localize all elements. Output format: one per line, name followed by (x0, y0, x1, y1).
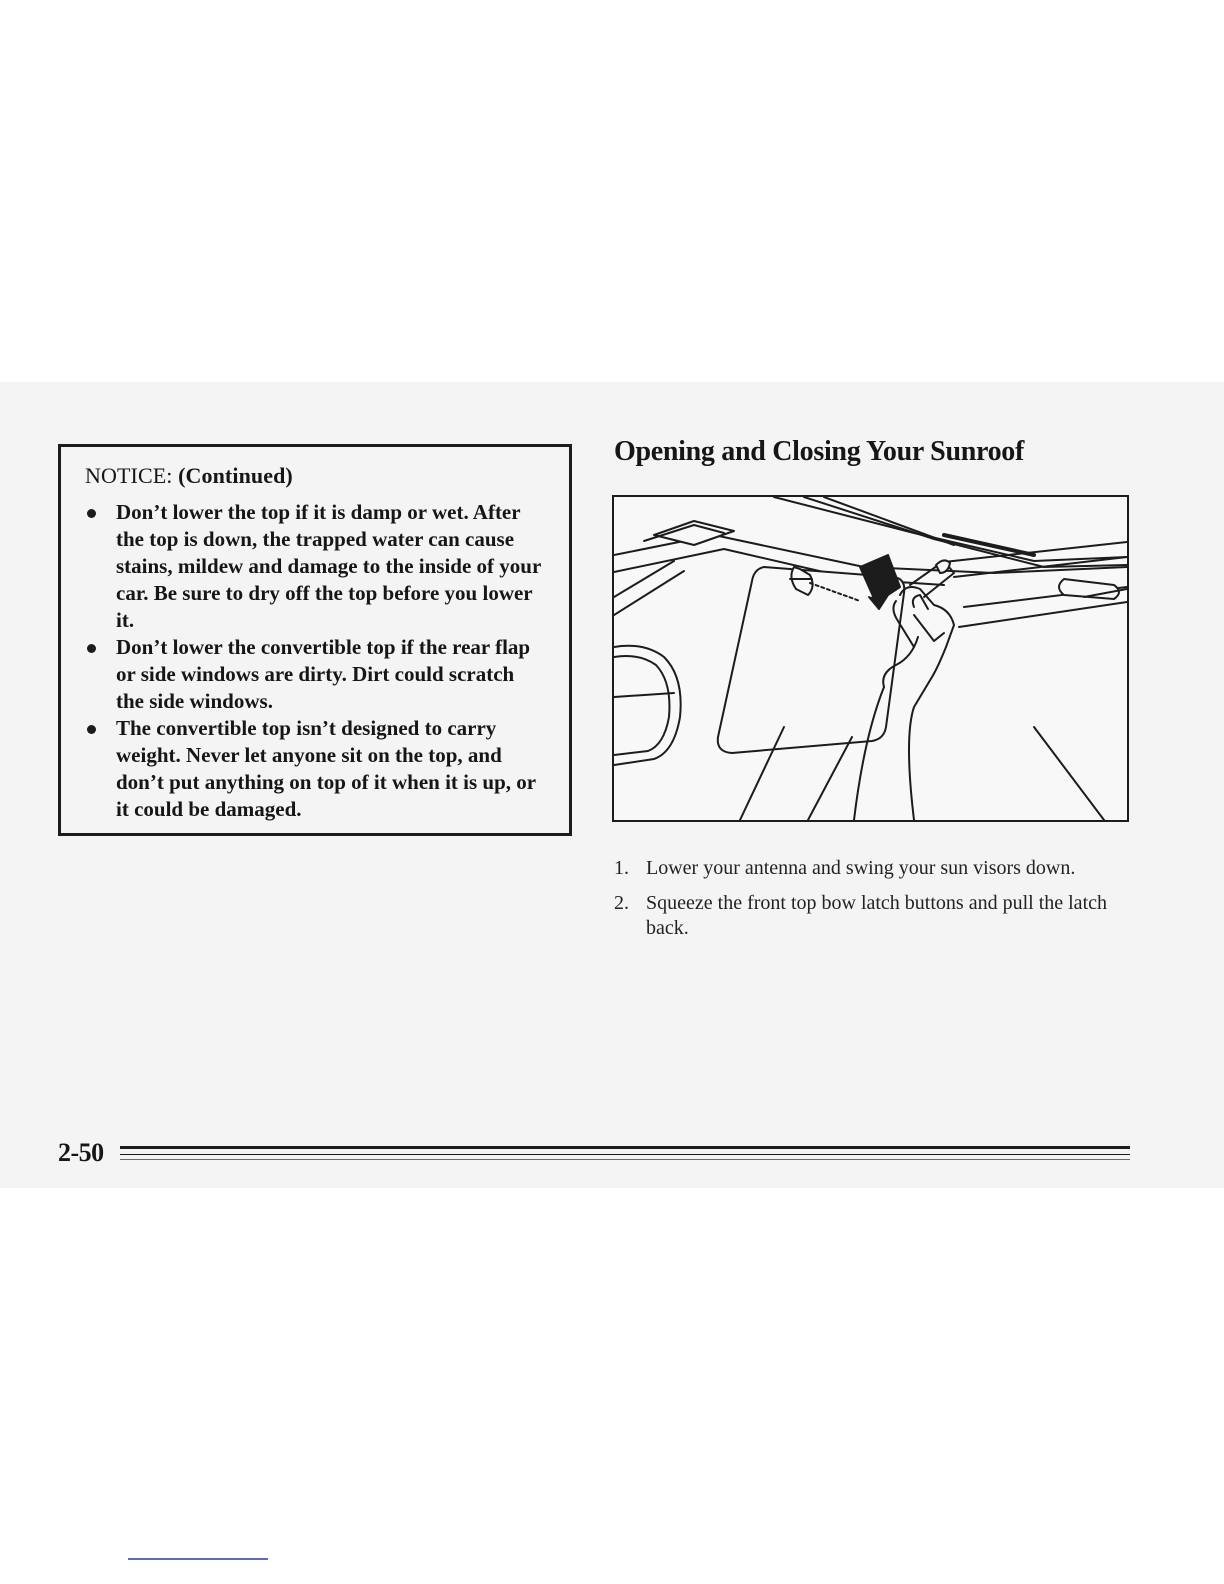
footer-rule-thin (120, 1154, 1130, 1155)
step-text: Lower your antenna and swing your sun visors down. (646, 857, 1076, 879)
sun-visor-latch-drawing (614, 497, 1127, 820)
bullet-icon (87, 644, 96, 653)
step-item (614, 856, 1134, 881)
page-footer (58, 1134, 1130, 1174)
notice-item (85, 499, 545, 634)
bullet-icon (87, 725, 96, 734)
notice-label: NOTICE: (85, 463, 173, 488)
notice-title (85, 463, 545, 489)
section-title: Opening and Closing Your Sunroof (614, 436, 1025, 467)
divider-line (128, 1558, 268, 1560)
step-item (614, 891, 1134, 941)
sunroof-illustration (612, 495, 1129, 822)
notice-item-text: Don’t lower the convertible top if the rear flap or side windows are dirty. Dirt could scratch the side windows. (116, 635, 531, 713)
notice-continued: (Continued) (178, 463, 293, 488)
notice-list (85, 499, 545, 823)
step-number: 1. (614, 857, 629, 879)
footer-rule (120, 1146, 1130, 1149)
notice-item-text: The convertible top isn’t designed to carry weight. Never let anyone sit on the top, and don’t put anything on top of it when it is up, or it could be damaged. (116, 716, 536, 821)
notice-item-text: Don’t lower the top if it is damp or wet. After the top is down, the trapped water can cause stains, mildew and damage to the inside of your car. Be sure to dry off the top before you lower it. (116, 500, 541, 632)
step-text: Squeeze the front top bow latch buttons and pull the latch back. (646, 892, 1107, 939)
step-number: 2. (614, 892, 629, 914)
page-number: 2-50 (58, 1138, 104, 1167)
instruction-steps (614, 856, 1134, 951)
footer-rule-thin (120, 1159, 1130, 1160)
notice-item (85, 715, 545, 823)
bullet-icon (87, 509, 96, 518)
notice-item (85, 634, 545, 715)
notice-box (58, 444, 572, 836)
